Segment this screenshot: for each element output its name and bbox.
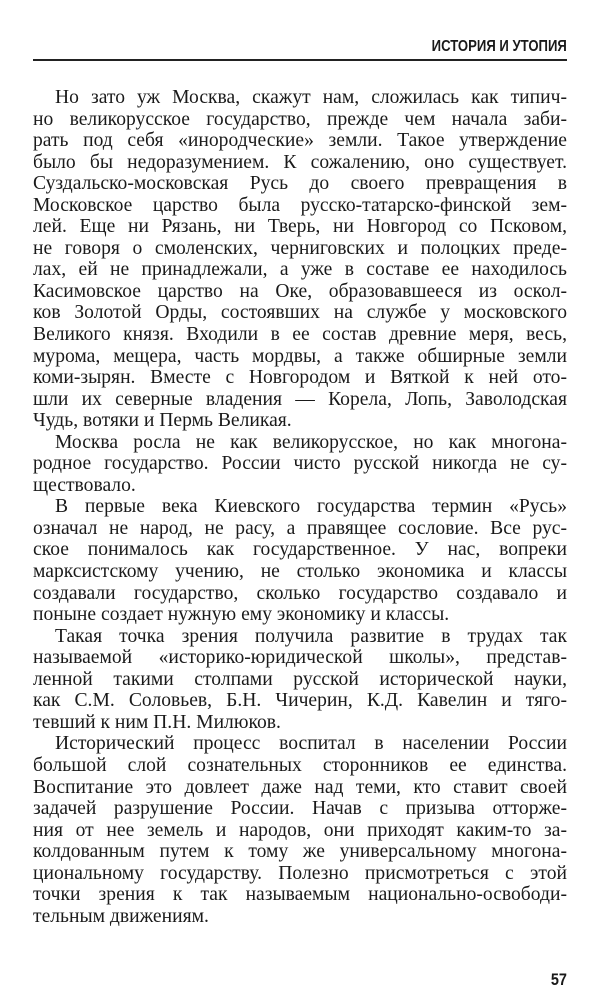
text-line: циональному государству. Полезно присмотреться с этой — [33, 862, 567, 884]
running-header-title: ИСТОРИЯ И УТОПИЯ — [431, 38, 567, 55]
text-line: лей. Еще ни Рязань, ни Тверь, ни Новгород со Псковом, — [33, 216, 567, 238]
text-line: Касимовское царство на Оке, образовавшееся из оскол- — [33, 280, 567, 302]
text-line: Воспитание это довлеет даже над теми, кто ставит своей — [33, 776, 567, 798]
text-line: Такая точка зрения получила развитие в трудах так — [55, 625, 567, 647]
text-line: Но зато уж Москва, скажут нам, сложилась как типич- — [55, 87, 567, 108]
text-line: задачей разрушение России. Начав с призыва отторже- — [33, 798, 567, 820]
text-line: лах, ей не принадлежали, а уже в составе ее находилось — [33, 259, 567, 281]
text-line: марксистскому учению, не столько экономика и классы — [33, 561, 567, 583]
text-line: ленной такими столпами русской исторической науки, — [33, 668, 567, 690]
text-line: ществовало. — [33, 474, 136, 496]
text-line: Москва росла не как великорусское, но как многона- — [55, 431, 567, 453]
text-line: большой слой сознательных сторонников ее единства. — [33, 754, 567, 776]
paragraph — [33, 496, 567, 625]
text-line: Великого князя. Входили в ее состав древние меря, весь, — [33, 324, 567, 346]
text-line: Суздальско-московская Русь до своего превращения в — [33, 173, 567, 195]
text-line: не говоря о смоленских, черниговских и полоцких преде- — [33, 237, 567, 259]
text-line: но великорусское государство, прежде чем начала заби- — [33, 108, 567, 130]
text-line: тевший к ним П.Н. Милюков. — [33, 711, 281, 733]
header-rule — [33, 59, 567, 61]
text-line: ское понималось как государственное. У нас, вопреки — [33, 539, 567, 561]
text-line: шли их северные владения — Корела, Лопь, Заволодская — [33, 388, 567, 410]
text-line: называемой «историко-юридической школы», представ- — [33, 647, 567, 669]
text-line: родное государство. России чисто русской никогда не су- — [33, 453, 567, 475]
text-line: Исторический процесс воспитал в населении России — [55, 733, 567, 755]
text-line: Московское царство была русско-татарско-финской зем- — [33, 194, 567, 216]
text-line: ния от нее земель и народов, они приходят каким-то за- — [33, 819, 567, 841]
text-line: поныне создает нужную ему экономику и классы. — [33, 604, 450, 626]
text-line: колдованным путем к тому же универсальному многона- — [33, 841, 567, 863]
paragraph — [33, 432, 567, 497]
paragraph — [33, 87, 567, 432]
text-line: мурома, мещера, часть мордвы, а также обширные земли — [33, 345, 567, 367]
page-number: 57 — [550, 970, 567, 989]
text-line: создавали государство, сколько государство создавало и — [33, 582, 567, 604]
text-line: коми-зырян. Вместе с Новгородом и Вяткой к ней ото- — [33, 367, 567, 389]
paragraph — [33, 733, 567, 927]
body-text — [33, 87, 567, 927]
text-line: как С.М. Соловьев, Б.Н. Чичерин, К.Д. Кавелин и тяго- — [33, 690, 567, 712]
paragraph — [33, 626, 567, 734]
text-line: ков Золотой Орды, состоявших на службе у московского — [33, 302, 567, 324]
text-line: рать под себя «инородческие» земли. Такое утверждение — [33, 130, 567, 152]
text-line: В первые века Киевского государства термин «Русь» — [55, 496, 567, 518]
text-line: означал не народ, не расу, а правящее сословие. Все рус- — [33, 517, 567, 539]
text-line: точки зрения к так называемым национально-освободи- — [33, 884, 567, 906]
text-line: Чудь, вотяки и Пермь Великая. — [33, 410, 292, 432]
text-line: было бы недоразумением. К сожалению, оно существует. — [33, 151, 567, 173]
text-line: тельным движениям. — [33, 905, 209, 927]
